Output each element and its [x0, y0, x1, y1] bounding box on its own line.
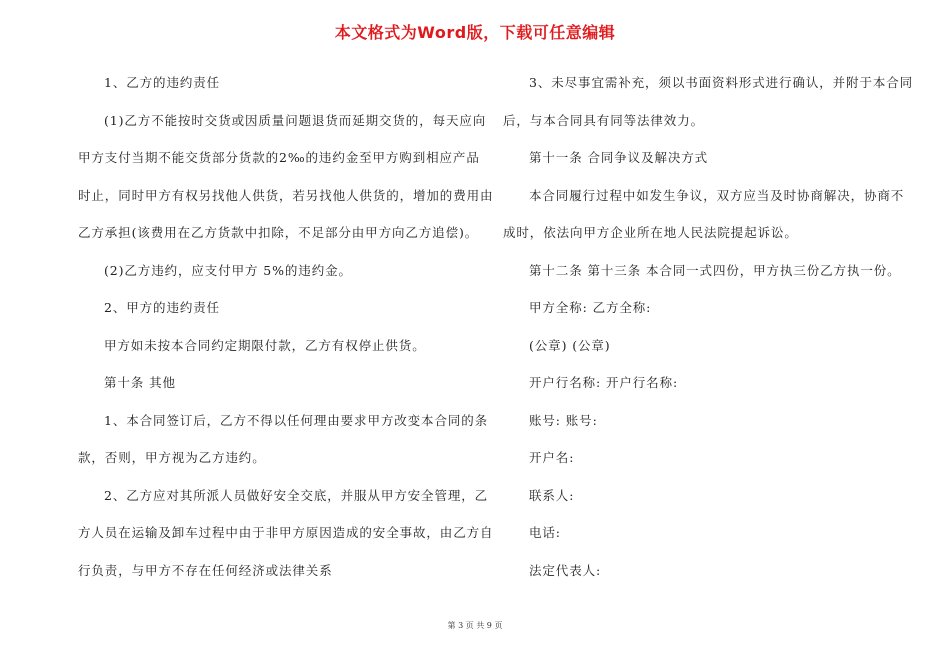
paragraph-line: 3、未尽事宜需补充，须以书面资料形式进行确认，并附于本合同 [529, 75, 914, 90]
word-format-banner: 本文格式为Word版，下载可任意编辑 [334, 23, 616, 42]
signature-field: (公章) (公章) [529, 337, 611, 353]
paragraph-line: 本合同履行过程中如发生争议，双方应当及时协商解决，协商不 [529, 187, 905, 203]
signature-field: 法定代表人: [529, 562, 602, 578]
section-heading: 第十一条 合同争议及解决方式 [529, 150, 709, 165]
right-column [503, 64, 914, 589]
section-heading: 第十条 其他 [104, 375, 176, 390]
paragraph-line: 甲方如未按本合同约定期限付款，乙方有权停止供货。 [104, 337, 426, 353]
paragraph-line: 行负责，与甲方不存在任何经济或法律关系 [78, 562, 333, 578]
paragraph-line: 第十二条 第十三条 本合同一式四份，甲方执三份乙方执一份。 [529, 262, 901, 278]
page-number: 第 3 页 共 9 页 [447, 621, 503, 630]
paragraph-line: 2、甲方的违约责任 [104, 300, 221, 315]
signature-field: 开户名: [529, 450, 575, 465]
paragraph-line: (1)乙方不能按时交货或因质量问题退货而延期交货的，每天应向 [104, 112, 487, 128]
paragraph-line: (2)乙方违约，应支付甲方 5%的违约金。 [104, 262, 352, 278]
paragraph-line: 成时，依法向甲方企业所在地人民法院提起诉讼。 [503, 225, 798, 240]
paragraph-line: 甲方支付当期不能交货部分货款的2‰的违约金至甲方购到相应产品 [78, 150, 480, 165]
paragraph-line: 时止，同时甲方有权另找他人供货，若另找他人供货的，增加的费用由 [78, 187, 494, 203]
signature-field: 开户行名称: 开户行名称: [529, 375, 679, 390]
paragraph-line: 1、本合同签订后，乙方不得以任何理由要求甲方改变本合同的条 [104, 412, 489, 428]
paragraph-line: 款，否则，甲方视为乙方违约。 [78, 450, 266, 465]
paragraph-line: 后，与本合同具有同等法律效力。 [503, 112, 705, 128]
signature-field: 账号: 账号: [529, 412, 598, 428]
signature-field: 甲方全称: 乙方全称: [529, 300, 652, 315]
paragraph-line: 1、乙方的违约责任 [104, 75, 221, 90]
left-column [78, 64, 494, 589]
paragraph-line: 乙方承担(该费用在乙方货款中扣除，不足部分由甲方向乙方追偿)。 [78, 225, 479, 240]
signature-field: 电话: [529, 525, 561, 540]
paragraph-line: 2、乙方应对其所派人员做好安全交底，并服从甲方安全管理，乙 [104, 487, 489, 503]
paragraph-line: 方人员在运输及卸车过程中由于非甲方原因造成的安全事故，由乙方自 [78, 525, 494, 540]
signature-field: 联系人: [529, 487, 575, 503]
